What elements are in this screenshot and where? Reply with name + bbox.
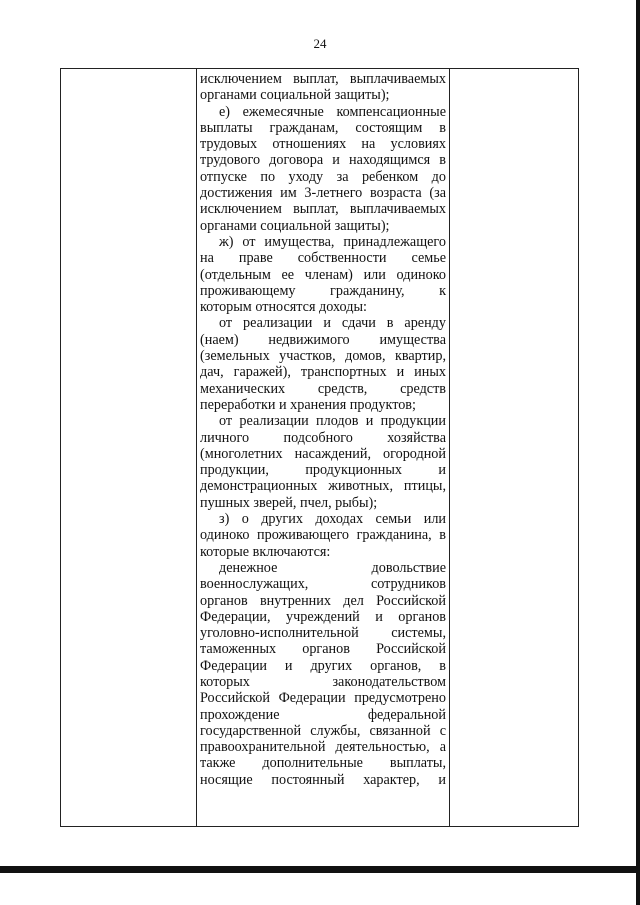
text-line: также дополнительные выплаты, [200, 755, 446, 772]
text-column [200, 71, 446, 788]
text-line: исключением выплат, выплачиваемых [200, 201, 446, 218]
text-line: з) о других доходах семьи или [219, 511, 446, 528]
text-line: выплаты гражданам, состоящим в [200, 119, 446, 136]
text-line: органами социальной защиты); [200, 217, 390, 234]
text-line: пушных зверей, пчел, рыбы); [200, 494, 378, 511]
text-line: продукции, продукционных и [200, 462, 446, 479]
text-line: которых законодательством [200, 673, 446, 690]
text-line: (наем) недвижимого имущества [200, 331, 446, 348]
text-line: которые включаются: [200, 543, 331, 560]
text-line: на праве собственности семье [200, 250, 446, 267]
text-line: (многолетних насаждений, огородной [200, 445, 446, 462]
text-line: органами социальной защиты); [200, 87, 390, 104]
text-line: прохождение федеральной [200, 706, 446, 723]
text-line: трудового договора и находящимся в [200, 152, 446, 169]
text-line: Федерации и других органов, в [200, 657, 446, 674]
page-number: 24 [313, 36, 327, 51]
scan-bottom-edge [0, 866, 640, 873]
text-line: проживающему гражданину, к [200, 282, 446, 299]
column-divider-left [196, 69, 197, 826]
scan-right-edge [636, 0, 640, 905]
text-line: уголовно-исполнительной системы, [200, 625, 446, 642]
text-line: органов внутренних дел Российской [200, 592, 446, 609]
text-line: ж) от имущества, принадлежащего [219, 233, 446, 250]
text-line: таможенных органов Российской [200, 641, 446, 658]
text-line: от реализации и сдачи в аренду [219, 315, 446, 332]
text-line: трудовых отношениях на условиях [200, 136, 446, 153]
text-line: механических средств, средств [200, 380, 446, 397]
text-line: исключением выплат, выплачиваемых [200, 71, 446, 87]
text-line: носящие постоянный характер, и [200, 771, 446, 788]
text-line: которым относятся доходы: [200, 299, 367, 316]
text-line: Федерации, учреждений и органов [200, 608, 446, 625]
text-line: Российской Федерации предусмотрено [200, 690, 446, 707]
text-line: личного подсобного хозяйства [200, 429, 446, 446]
text-line: дач, гаражей), транспортных и иных [200, 364, 446, 381]
text-line: демонстрационных животных, птицы, [200, 478, 446, 495]
text-line: (земельных участков, домов, квартир, [200, 348, 446, 365]
text-line: государственной службы, связанной с [200, 722, 446, 739]
text-line: переработки и хранения продуктов; [200, 396, 416, 413]
text-line: отпуске по уходу за ребенком до [200, 168, 446, 185]
text-line: достижения им 3-летнего возраста (за [200, 185, 446, 202]
text-line: е) ежемесячные компенсационные [219, 103, 446, 120]
document-table [60, 68, 579, 827]
column-divider-right [449, 69, 450, 826]
text-line: от реализации плодов и продукции [219, 413, 446, 430]
text-line: военнослужащих, сотрудников [200, 576, 446, 593]
text-line: правоохранительной деятельностью, а [200, 739, 446, 756]
text-line: (отдельным ее членам) или одиноко [200, 266, 446, 283]
text-line: одиноко проживающего гражданина, в [200, 527, 446, 544]
text-line: денежное довольствие [219, 559, 446, 576]
